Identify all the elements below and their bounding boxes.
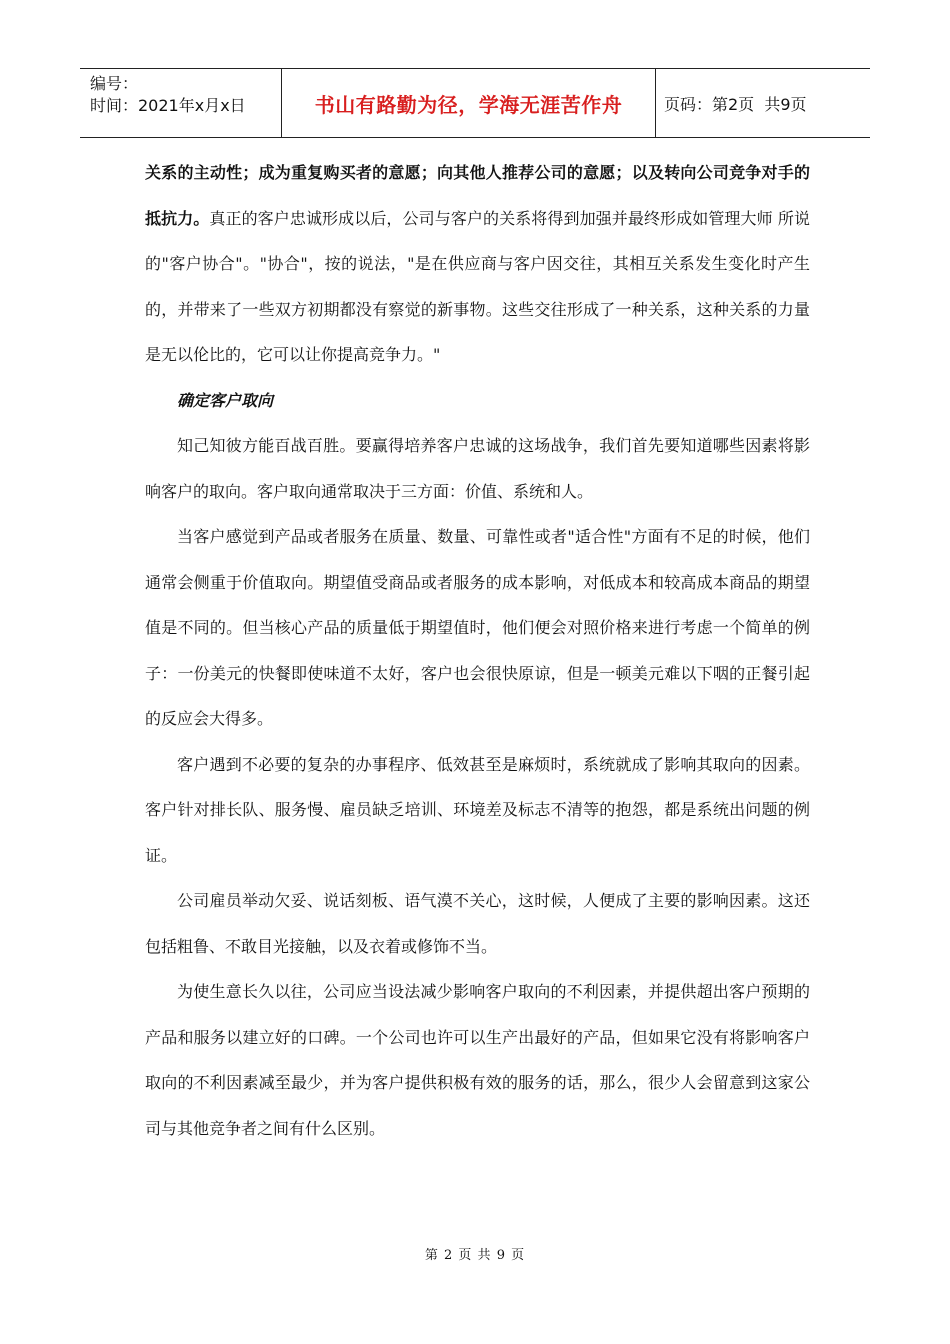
document-body: [145, 150, 810, 1151]
document-number-label: 编号：: [90, 74, 139, 93]
document-date-label: 时间：2021年x月x日: [90, 96, 246, 115]
paragraph-3: 当客户感觉到产品或者服务在质量、数量、可靠性或者"适合性"方面有不足的时候，他们通常会侧重于价值取向。期望值受商品或者服务的成本影响，对低成本和较高成本商品的期望值是不同的。但当核心产品的质量低于期望值时，他们便会对照价格来进行考虑一个简单的例子：一份美元的快餐即使味道不太好，客户也会很快原谅，但是一顿美元难以下咽的正餐引起的反应会大得多。: [145, 527, 810, 728]
paragraph-2: 知己知彼方能百战百胜。要赢得培养客户忠诚的这场战争，我们首先要知道哪些因素将影响客户的取向。客户取向通常取决于三方面：价值、系统和人。: [145, 436, 810, 501]
paragraph-1: [145, 150, 810, 378]
header-meta: [80, 69, 282, 137]
section-heading: 确定客户取向: [177, 390, 274, 410]
paragraph-5: 公司雇员举动欠妥、说话刻板、语气漠不关心，这时候，人便成了主要的影响因素。这还包括粗鲁、不敢目光接触，以及衣着或修饰不当。: [145, 891, 810, 956]
header-motto: 书山有路勤为径，学海无涯苦作舟: [282, 69, 656, 137]
header-page-info: 页码：第2页 共9页: [664, 94, 807, 114]
paragraph-1-text: 真正的客户忠诚形成以后，公司与客户的关系将得到加强并最终形成如管理大师 所说的"客户协合"。"协合"，按的说法，"是在供应商与客户因交往，其相互关系发生变化时产生的，并带来了一些双方初期都没有察觉的新事物。这些交往形成了一种关系，这种关系的力量是无以伦比的，它可以让你提高竞争力。": [145, 208, 810, 364]
paragraph-1-bold: 关系的主动性；成为重复购买者的意愿；向其他人推荐公司的意愿；以及转向公司竞争对手的抵抗力。: [145, 163, 810, 228]
page-footer: 第 2 页 共 9 页: [424, 1248, 526, 1263]
paragraph-4: 客户遇到不必要的复杂的办事程序、低效甚至是麻烦时，系统就成了影响其取向的因素。客户针对排长队、服务慢、雇员缺乏培训、环境差及标志不清等的抱怨，都是系统出问题的例证。: [145, 754, 810, 865]
document-header: [80, 68, 870, 138]
paragraph-6: 为使生意长久以往，公司应当设法减少影响客户取向的不利因素，并提供超出客户预期的产品和服务以建立好的口碑。一个公司也许可以生产出最好的产品，但如果它没有将影响客户取向的不利因素减至最少，并为客户提供积极有效的服务的话，那么，很少人会留意到这家公司与其他竞争者之间有什么区别。: [145, 982, 810, 1138]
